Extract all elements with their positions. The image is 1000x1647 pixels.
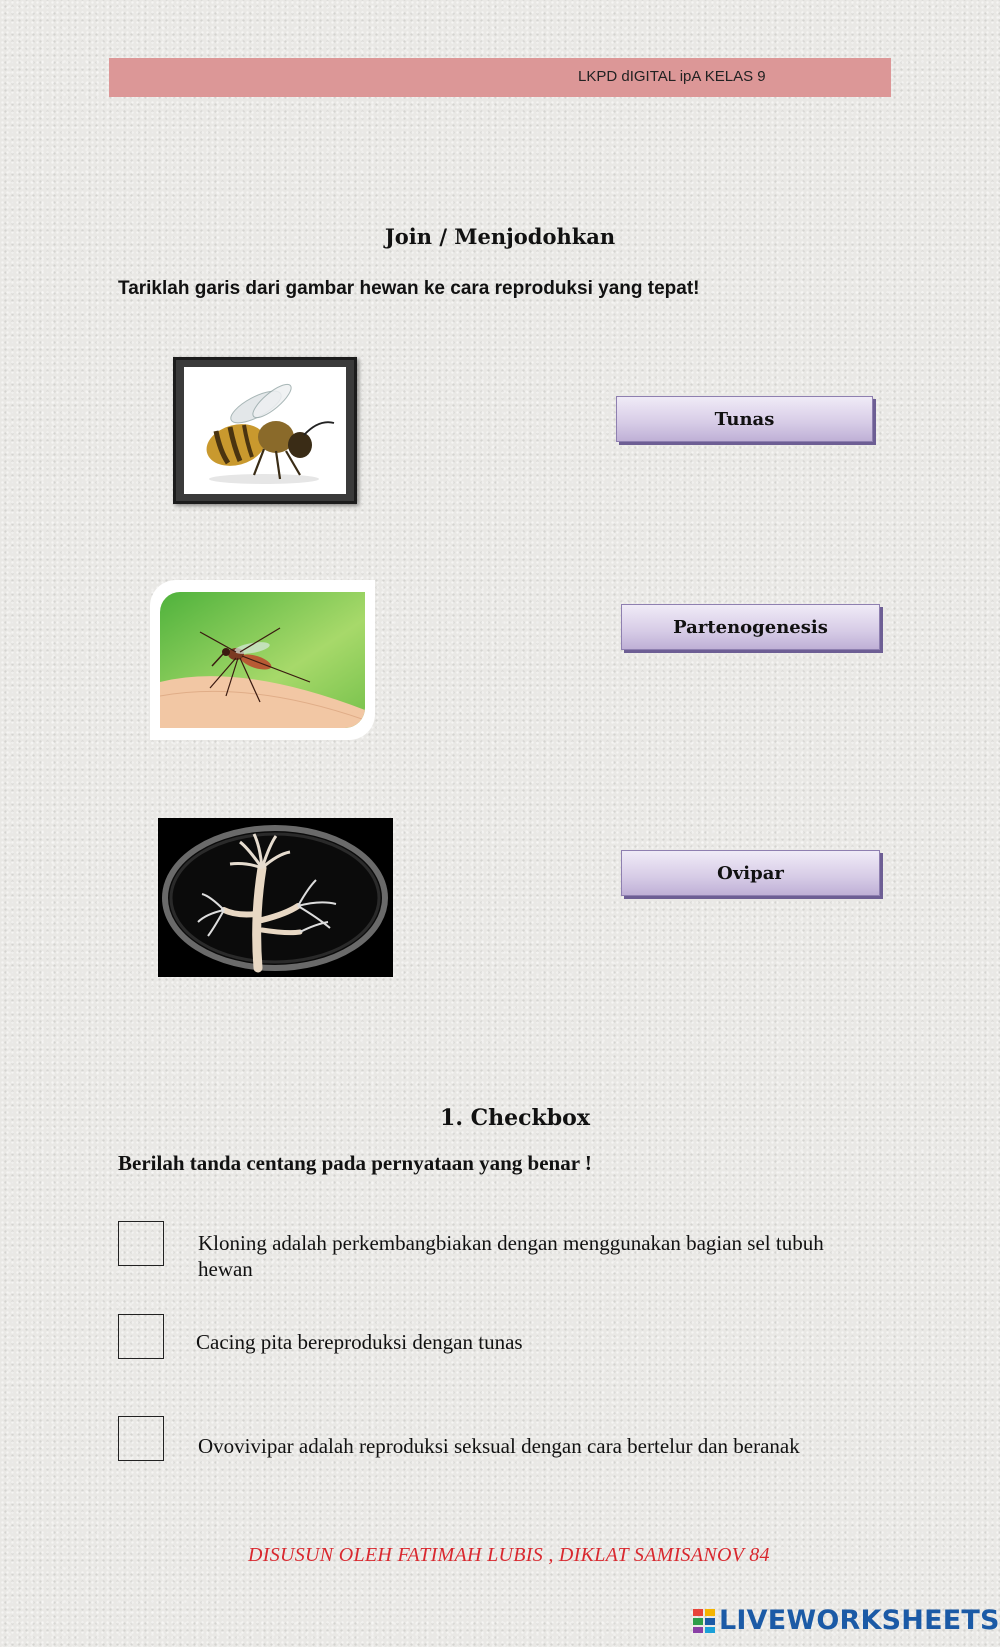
liveworksheets-logo-icon — [692, 1608, 716, 1634]
statement-3-text: Ovovivipar adalah reproduksi seksual dengan cara bertelur dan beranak — [198, 1434, 800, 1458]
header-bar — [109, 58, 891, 97]
checkbox-statement-1[interactable] — [118, 1221, 164, 1266]
statement-1-text: Kloning adalah perkembangbiakan dengan menggunakan bagian sel tubuh hewan — [198, 1231, 824, 1281]
logo-text: LIVEWORKSHEETS — [719, 1605, 1000, 1636]
hydra-image[interactable] — [158, 818, 393, 977]
hydra-icon — [158, 818, 393, 977]
checkbox-statement-3[interactable] — [118, 1416, 164, 1461]
header-title: LKPD dIGITAL ipA KELAS 9 — [578, 68, 766, 85]
bee-icon — [184, 367, 346, 494]
mosquito-image[interactable] — [150, 580, 375, 740]
answer-ovipar[interactable]: Ovipar — [621, 850, 880, 896]
checkbox-instruction: Berilah tanda centang pada pernyataan yang benar ! — [118, 1151, 592, 1175]
join-section-title: Join / Menjodohkan — [384, 224, 616, 249]
answer-tunas[interactable]: Tunas — [616, 396, 873, 442]
statement-2-text: Cacing pita bereproduksi dengan tunas — [196, 1330, 523, 1354]
answer-partenogenesis[interactable]: Partenogenesis — [621, 604, 880, 650]
checkbox-statement-2[interactable] — [118, 1314, 164, 1359]
liveworksheets-logo[interactable] — [692, 1605, 1000, 1636]
mosquito-icon — [160, 592, 365, 728]
join-instruction: Tariklah garis dari gambar hewan ke cara reproduksi yang tepat! — [118, 278, 700, 299]
bee-image[interactable] — [173, 357, 357, 504]
author-credit: DISUSUN OLEH FATIMAH LUBIS , DIKLAT SAMISANOV 84 — [248, 1544, 770, 1566]
checkbox-section-title: 1. Checkbox — [440, 1105, 590, 1131]
